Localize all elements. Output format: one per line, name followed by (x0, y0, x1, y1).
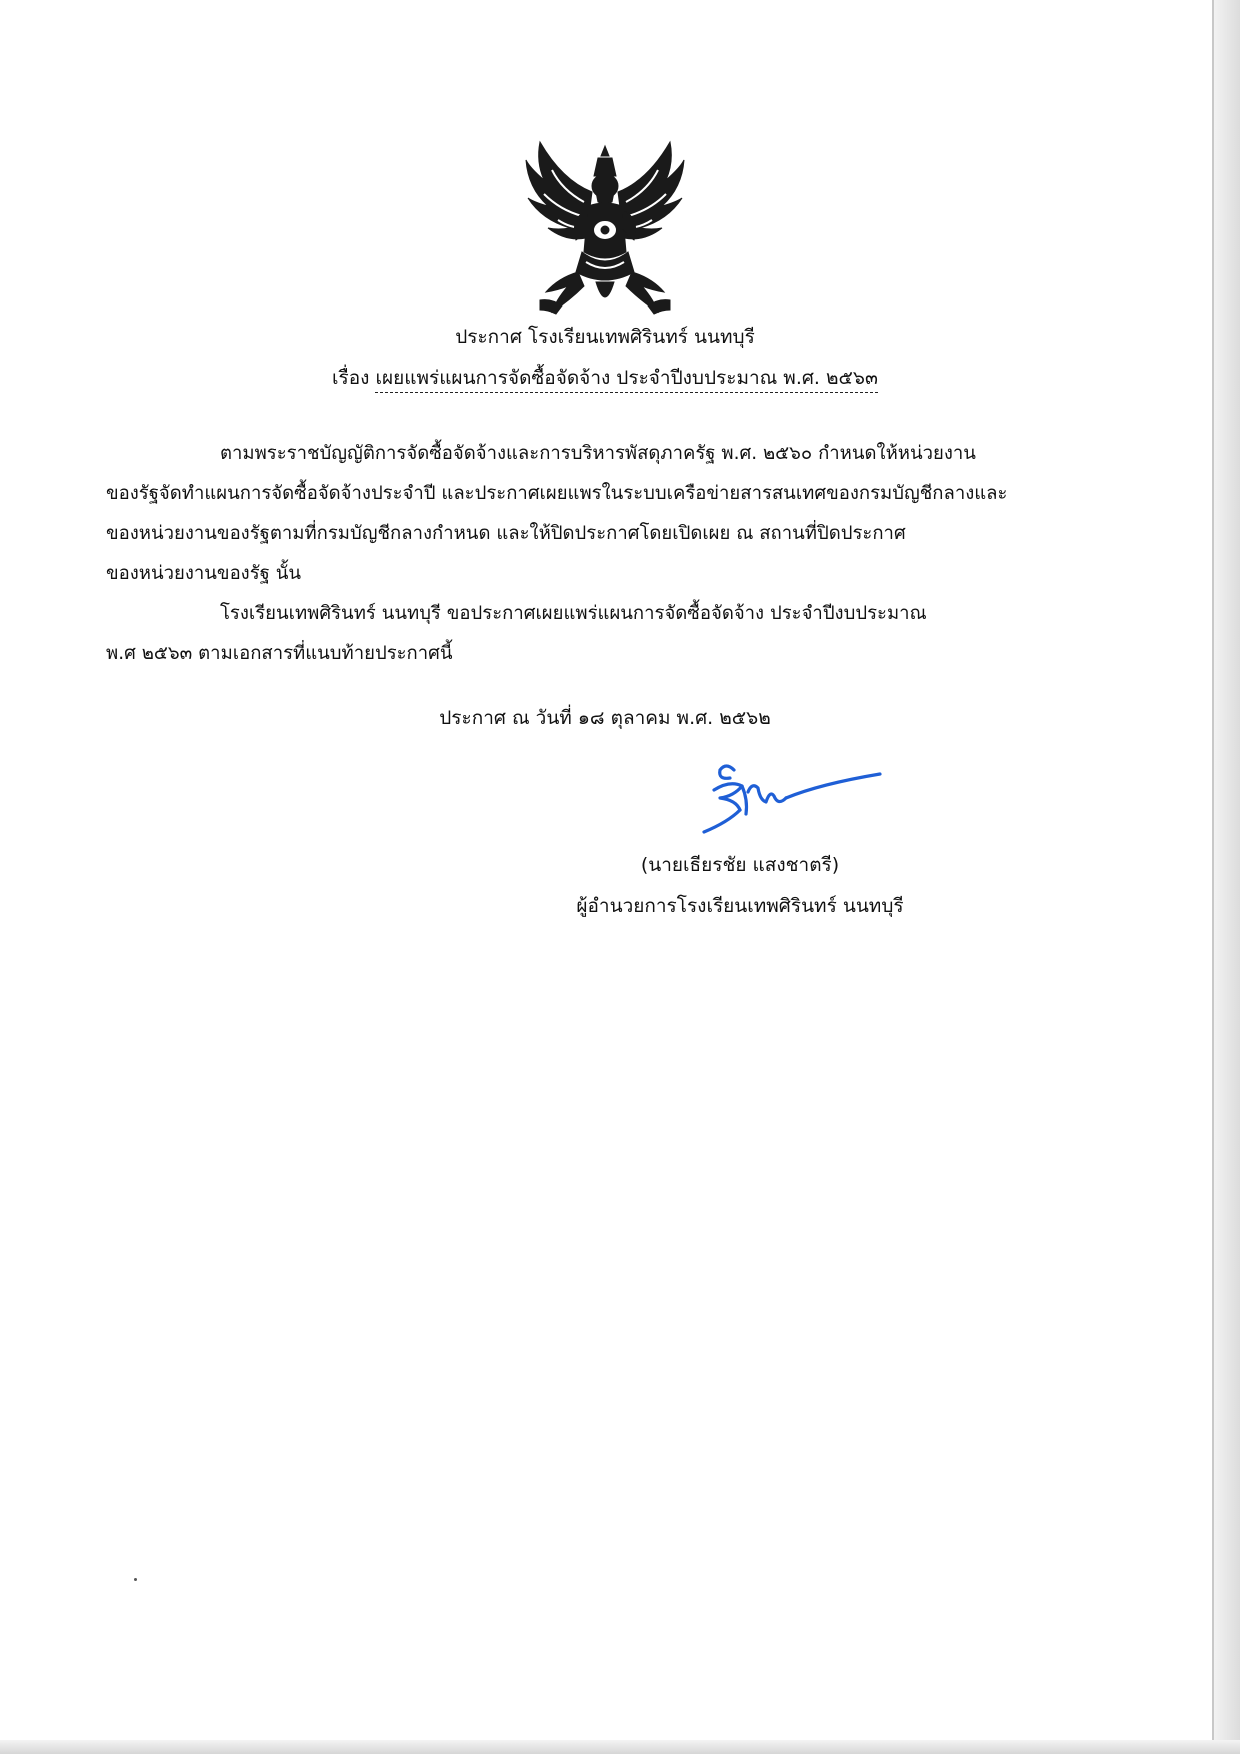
body-paragraph-1 (106, 434, 1110, 594)
paragraph-line: ของหน่วยงานของรัฐ นั้น (106, 563, 302, 584)
subject-line (0, 363, 1210, 393)
body-paragraph-2 (106, 594, 1110, 674)
paragraph-line: ตามพระราชบัญญัติการจัดซื้อจัดจ้างและการบริหารพัสดุภาครัฐ พ.ศ. ๒๕๖๐ กำหนดให้หน่วยงาน (220, 443, 976, 464)
signer-title: ผู้อำนวยการโรงเรียนเทพศิรินทร์ นนทบุรี (576, 895, 904, 917)
scan-speck (134, 1578, 137, 1581)
handwritten-signature (690, 756, 886, 852)
paragraph-line: ของรัฐจัดทำแผนการจัดซื้อจัดจ้างประจำปี และประกาศเผยแพรในระบบเครือข่ายสารสนเทศของกรมบัญชีกลางและ (106, 483, 1008, 504)
paragraph-line: พ.ศ ๒๕๖๓ ตามเอกสารที่แนบท้ายประกาศนี้ (106, 643, 453, 664)
subject-prefix: เรื่อง (332, 367, 370, 389)
paragraph-line: ของหน่วยงานของรัฐตามที่กรมบัญชีกลางกำหนด และให้ปิดประกาศโดยเปิดเผย ณ สถานที่ปิดประกาศ (106, 523, 906, 544)
scan-edge-right (1212, 0, 1240, 1754)
announcement-date: ประกาศ ณ วันที่ ๑๘ ตุลาคม พ.ศ. ๒๕๖๒ (439, 707, 771, 729)
subject-text: เผยแพร่แผนการจัดซื้อจัดจ้าง ประจำปีงบประมาณ พ.ศ. ๒๕๖๓ (375, 367, 878, 393)
signer-name: (นายเธียรชัย แสงชาตรี) (640, 854, 840, 876)
scan-edge-bottom (0, 1740, 1240, 1754)
garuda-emblem-icon (522, 140, 688, 318)
announcement-title: ประกาศ โรงเรียนเทพศิรินทร์ นนทบุรี (455, 326, 755, 348)
paragraph-line: โรงเรียนเทพศิรินทร์ นนทบุรี ขอประกาศเผยแพร่แผนการจัดซื้อจัดจ้าง ประจำปีงบประมาณ (220, 603, 927, 624)
